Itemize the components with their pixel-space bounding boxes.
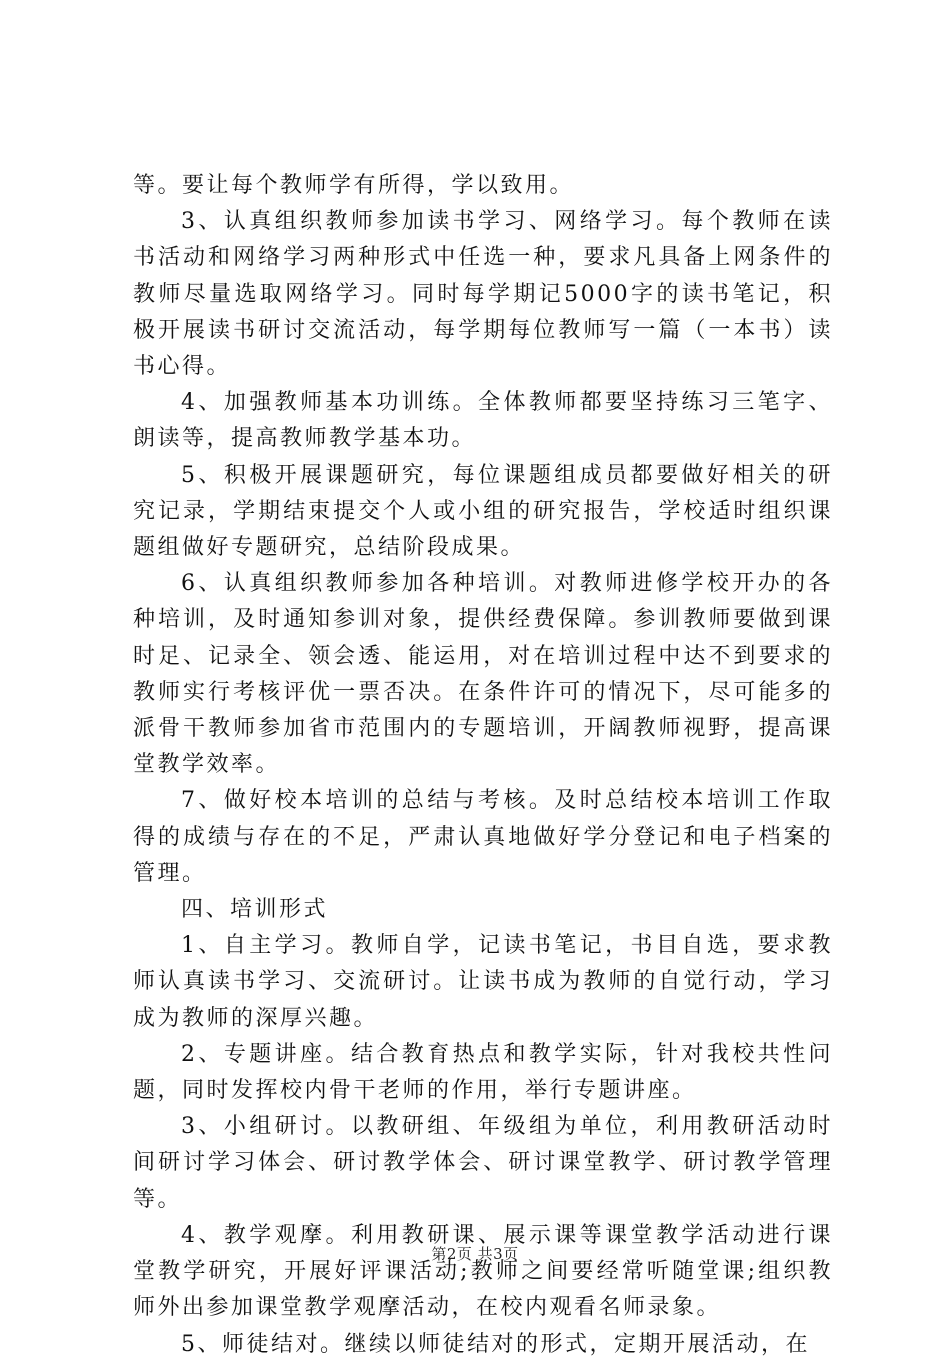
paragraph-form-5-mentoring: 5、师徒结对。继续以师徒结对的形式，定期开展活动，在 xyxy=(181,1331,810,1357)
section-heading-training-forms: 四、培训形式 xyxy=(181,897,329,923)
paragraph-item-6-training: 6、认真组织教师参加各种培训。对教师进修学校开办的各种培训，及时通知参训对象，提供经费保障。参训教师要做到课时足、记录全、领会透、能运用，对在培训过程中达不到要求的教师实行考核评优一票否决。在条件许可的情况下，尽可能多的派骨干教师参加省市范围内的专题培训，开阔教师视野，提高课堂教学效率。 xyxy=(133,571,833,778)
paragraph-item-3-reading: 3、认真组织教师参加读书学习、网络学习。每个教师在读书活动和网络学习两种形式中任选一种，要求凡具备上网条件的教师尽量选取网络学习。同时每学期记5000字的读书笔记，积极开展读书研讨交流活动，每学期每位教师写一篇（一本书）读书心得。 xyxy=(133,209,833,380)
paragraph-form-2-lecture: 2、专题讲座。结合教育热点和教学实际，针对我校共性问题，同时发挥校内骨干老师的作用，举行专题讲座。 xyxy=(133,1041,833,1104)
paragraph-form-4-observation: 4、教学观摩。利用教研课、展示课等课堂教学活动进行课堂教学研究，开展好评课活动;教师之间要经常听随堂课;组织教师外出参加课堂教学观摩活动，在校内观看名师录象。 xyxy=(133,1222,833,1321)
paragraph-item-5-research: 5、积极开展课题研究，每位课题组成员都要做好相关的研究记录，学期结束提交个人或小组的研究报告，学校适时组织课题组做好专题研究，总结阶段成果。 xyxy=(133,462,833,561)
paragraph-item-7-summary: 7、做好校本培训的总结与考核。及时总结校本培训工作取得的成绩与存在的不足，严肃认真地做好学分登记和电子档案的管理。 xyxy=(133,788,833,886)
paragraph-item-4-basic-skills: 4、加强教师基本功训练。全体教师都要坚持练习三笔字、朗读等，提高教师教学基本功。 xyxy=(133,390,833,452)
paragraph-form-3-group: 3、小组研讨。以教研组、年级组为单位，利用教研活动时间研讨学习体会、研讨教学体会、研讨课堂教学、研讨教学管理等。 xyxy=(133,1114,833,1212)
paragraph-form-1-self-study: 1、自主学习。教师自学，记读书笔记，书目自选，要求教师认真读书学习、交流研讨。让读书成为教师的自觉行动，学习成为教师的深厚兴趣。 xyxy=(133,933,833,1031)
document-body xyxy=(133,168,833,1363)
paragraph-continuation: 等。要让每个教师学有所得，学以致用。 xyxy=(133,173,575,198)
page-footer: 第2页 共3页 xyxy=(431,1245,519,1263)
